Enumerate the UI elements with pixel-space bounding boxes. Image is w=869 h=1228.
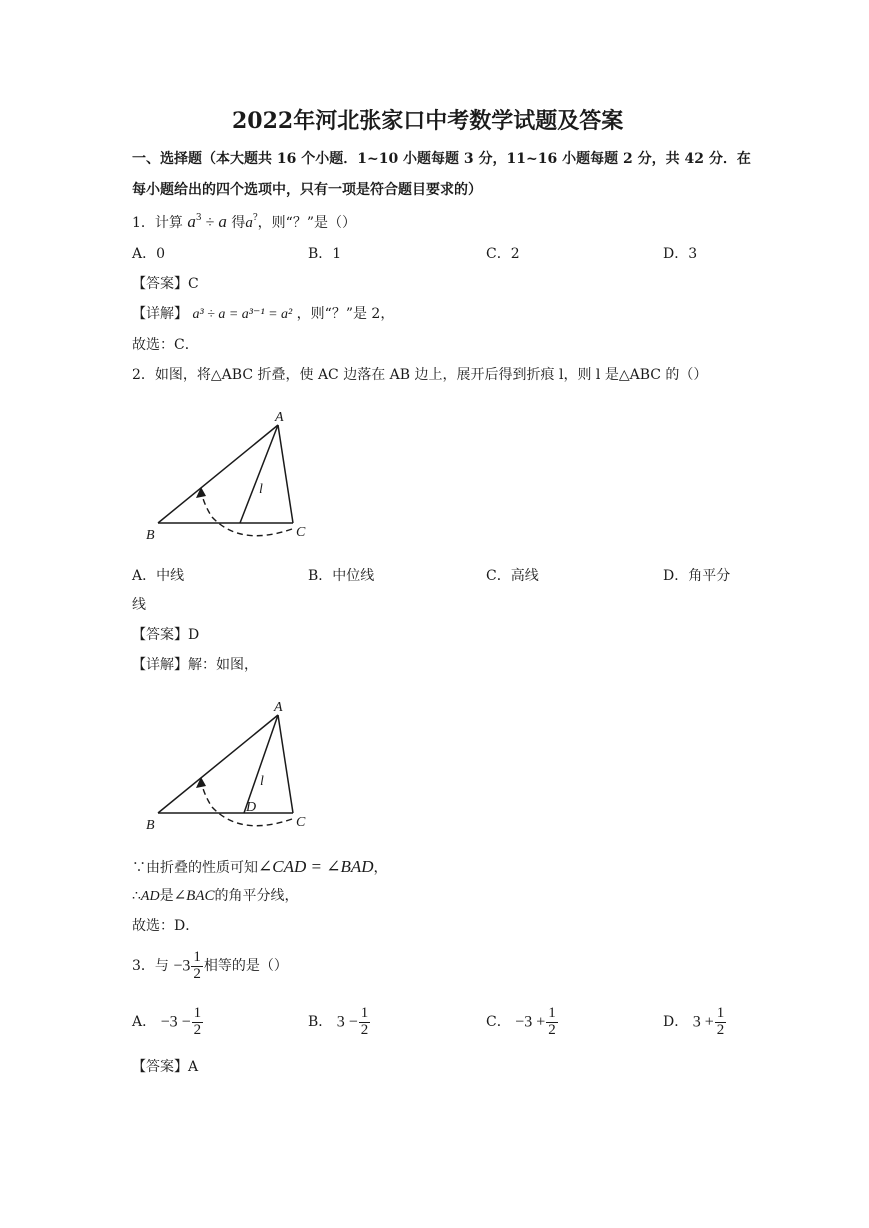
label-a: A xyxy=(274,700,283,715)
q1-expr-exp: 3 xyxy=(195,213,202,223)
therefore-angle: ∠BAC xyxy=(173,888,215,904)
q1-expr-div: ÷ xyxy=(201,214,219,231)
q1-answer: 【答案】C xyxy=(132,276,199,292)
option-left: −3 + xyxy=(515,1013,546,1031)
frac-num: 1 xyxy=(360,1005,369,1021)
q2-option-c: C．高线 xyxy=(486,568,539,584)
option-label: D． xyxy=(663,1013,689,1030)
because-symbol: ∵ xyxy=(132,860,146,876)
option-label: A． xyxy=(132,1013,157,1030)
q2-choose: 故选：D． xyxy=(132,918,200,934)
option-label: C． xyxy=(486,1013,511,1030)
q1-option-b: B．1 xyxy=(308,246,342,262)
q1-option-c: C．2 xyxy=(486,246,520,262)
label-b: B xyxy=(146,818,155,833)
because-expr: ∠CAD = ∠BAD xyxy=(258,857,374,876)
frac-den: 2 xyxy=(548,1021,556,1038)
frac-num: 1 xyxy=(193,1005,202,1021)
q1-choose: 故选：C． xyxy=(132,337,199,353)
q1-result-exp: ? xyxy=(252,213,258,223)
q2-detail: 【详解】解：如图， xyxy=(132,657,258,673)
q2-because xyxy=(132,858,388,875)
frac-num: 1 xyxy=(548,1005,556,1021)
q2-figure-1 xyxy=(140,405,320,547)
q1-prefix: 1．计算 xyxy=(132,215,183,231)
option-fraction xyxy=(359,1006,371,1039)
because-end: ， xyxy=(373,860,388,876)
frac-den: 2 xyxy=(193,965,201,982)
label-a: A xyxy=(275,410,284,425)
section-header-line1: 一、选择题（本大题共 16 个小题．1~10 小题每题 3 分，11~16 小题每题 2 分，共 42 分．在 xyxy=(132,151,751,167)
fold-arc-dashed xyxy=(201,491,292,536)
option-fraction xyxy=(546,1006,558,1039)
section-header-line2: 每小题给出的四个选项中，只有一项是符合题目要求的） xyxy=(132,182,482,198)
label-l: l xyxy=(260,774,264,789)
therefore-ad: AD xyxy=(140,889,160,904)
q1-expr-a: a xyxy=(187,212,196,231)
label-c: C xyxy=(296,815,306,830)
q1-stem xyxy=(132,213,356,231)
q3-option-a xyxy=(132,1006,204,1039)
q2-option-d-cont: 线 xyxy=(132,597,146,613)
frac-den: 2 xyxy=(716,1021,725,1038)
label-c: C xyxy=(296,525,306,540)
q2-answer: 【答案】D xyxy=(132,627,200,643)
label-d: D xyxy=(246,800,257,815)
therefore-end: 的角平分线， xyxy=(214,888,299,904)
q2-option-d: D．角平分 xyxy=(663,568,731,584)
option-fraction xyxy=(715,1006,727,1039)
label-l: l xyxy=(259,482,263,497)
therefore-symbol: ∴ xyxy=(132,888,141,904)
q3-suffix: 相等的是（） xyxy=(203,957,288,974)
q2-option-a: A．中线 xyxy=(132,568,185,584)
q1-expr-a2: a xyxy=(218,212,227,231)
q2-therefore xyxy=(132,889,299,904)
option-left: 3 − xyxy=(336,1013,358,1031)
edge-ac xyxy=(278,715,293,813)
edge-ab xyxy=(158,715,278,813)
q3-option-b xyxy=(308,1006,371,1039)
frac-num: 1 xyxy=(193,949,201,965)
q1-option-d: D．3 xyxy=(663,246,698,262)
q2-figure-2 xyxy=(140,695,320,837)
because-text: 由折叠的性质可知 xyxy=(146,860,258,876)
q1-mid: 得 xyxy=(231,215,246,231)
q1-option-a: A．0 xyxy=(132,246,166,262)
q3-option-c xyxy=(486,1006,559,1039)
arrow-head-icon xyxy=(196,777,206,788)
frac-den: 2 xyxy=(360,1021,369,1038)
q3-prefix: 3．与 xyxy=(132,957,169,974)
label-b: B xyxy=(146,528,155,543)
q3-whole: −3 xyxy=(173,957,191,975)
frac-den: 2 xyxy=(193,1021,202,1038)
q1-detail-label: 【详解】 xyxy=(132,306,188,322)
edge-ac xyxy=(278,425,293,523)
q1-detail-expr: a³ ÷ a = a³⁻¹ = a² xyxy=(192,307,293,322)
q3-answer: 【答案】A xyxy=(132,1059,199,1075)
option-left: −3 − xyxy=(160,1013,191,1031)
option-label: B． xyxy=(308,1013,333,1030)
q3-fraction xyxy=(191,950,203,983)
option-fraction xyxy=(192,1006,204,1039)
therefore-is: 是 xyxy=(159,888,174,904)
q3-option-d xyxy=(663,1006,727,1039)
q3-stem xyxy=(132,950,288,983)
q2-stem: 2．如图，将△ABC 折叠，使 AC 边落在 AB 边上，展开后得到折痕 l，则 l 是△ABC 的（） xyxy=(132,367,708,383)
q2-option-b: B．中位线 xyxy=(308,568,375,584)
option-left: 3 + xyxy=(692,1013,714,1031)
q1-suffix: ，则“？”是（） xyxy=(257,215,356,231)
frac-num: 1 xyxy=(716,1005,725,1021)
q1-detail-suffix: ，则“？”是 2， xyxy=(296,306,395,322)
arrow-head-icon xyxy=(196,487,206,498)
q1-detail xyxy=(132,307,394,322)
page-title: 2022年河北张家口中考数学试题及答案 xyxy=(232,108,624,134)
edge-ab xyxy=(158,425,278,523)
q1-result-a: a xyxy=(245,215,253,231)
